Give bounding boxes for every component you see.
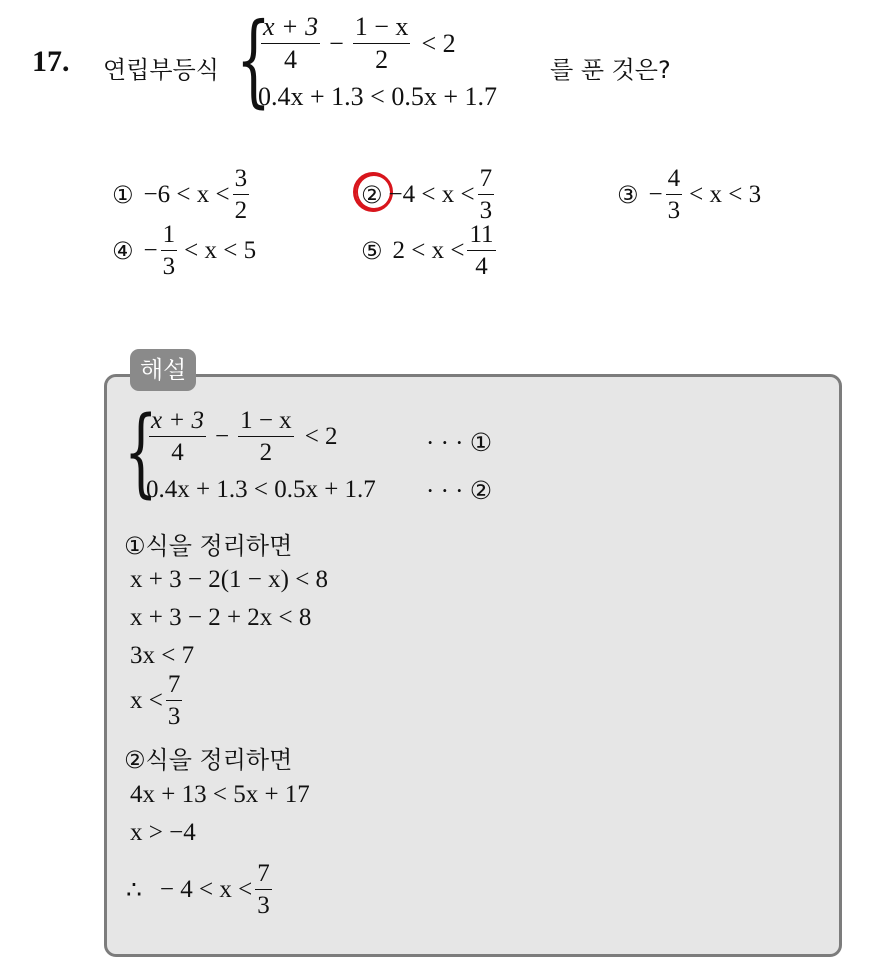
solution-system-line-1: $\frac{x + 3}{4}$ − $\frac{1 - x}{2}$ < 2 bbox=[151, 407, 338, 466]
option-1[interactable] bbox=[112, 166, 252, 223]
option-1-text: −6 < x < bbox=[143, 180, 230, 208]
step2-title: ②식을 정리하면 bbox=[124, 746, 293, 774]
option-4-fraction: $\frac{1}{3}$ bbox=[162, 221, 176, 280]
option-5-fraction: $\frac{11}{4}$ bbox=[469, 221, 494, 280]
solution-ref-2: · · · ② bbox=[426, 478, 493, 505]
step1-line-1: x + 3 − 2(1 − x) < 8 bbox=[130, 566, 329, 593]
option-4-sign: − bbox=[143, 236, 158, 264]
therefore-symbol: ∴ bbox=[126, 876, 142, 904]
question-prefix: 연립부등식 bbox=[103, 56, 219, 84]
option-2-fraction: $\frac{7}{3}$ bbox=[479, 165, 493, 224]
option-5-mark: ⑤ bbox=[361, 236, 383, 265]
step2-line-2: x > −4 bbox=[130, 819, 196, 846]
system-line-2: 0.4x + 1.3 < 0.5x + 1.7 bbox=[258, 82, 497, 111]
option-4-text: < x < 5 bbox=[184, 236, 257, 264]
system-line-1: $\frac{x + 3}{4}$ − $\frac{1 - x}{2}$ < 2 bbox=[263, 12, 456, 74]
option-3-fraction: $\frac{4}{3}$ bbox=[667, 165, 681, 224]
option-2-mark: ② bbox=[361, 180, 383, 209]
step1-result: x < $\frac{7}{3}$ bbox=[130, 671, 181, 730]
option-5-text: 2 < x < bbox=[392, 236, 465, 264]
solution-ref-1: · · · ① bbox=[426, 430, 493, 457]
step1-title: ①식을 정리하면 bbox=[124, 532, 293, 560]
option-3[interactable] bbox=[617, 166, 761, 223]
option-3-text: < x < 3 bbox=[689, 180, 762, 208]
step1-line-2: x + 3 − 2 + 2x < 8 bbox=[130, 604, 312, 631]
step1-line-3: 3x < 7 bbox=[130, 642, 195, 669]
option-4[interactable] bbox=[112, 222, 256, 279]
option-1-fraction: $\frac{3}{2}$ bbox=[234, 165, 248, 224]
conclusion: ∴ − 4 < x < $\frac{7}{3}$ bbox=[126, 860, 270, 919]
option-2[interactable] bbox=[361, 166, 497, 223]
option-4-mark: ④ bbox=[112, 236, 134, 265]
option-3-sign: − bbox=[648, 180, 663, 208]
option-2-text: −4 < x < bbox=[388, 180, 475, 208]
option-1-mark: ① bbox=[112, 180, 134, 209]
left-brace: { bbox=[236, 1, 271, 118]
step2-line-1: 4x + 13 < 5x + 17 bbox=[130, 781, 310, 808]
question-number: 17. bbox=[32, 45, 70, 78]
solution-tag: 해설 bbox=[130, 349, 196, 391]
option-3-mark: ③ bbox=[617, 180, 639, 209]
option-5[interactable] bbox=[361, 222, 499, 279]
question-suffix: 를 푼 것은? bbox=[550, 56, 671, 84]
solution-system-line-2: 0.4x + 1.3 < 0.5x + 1.7 bbox=[146, 476, 376, 503]
solution-left-brace: { bbox=[124, 396, 158, 508]
